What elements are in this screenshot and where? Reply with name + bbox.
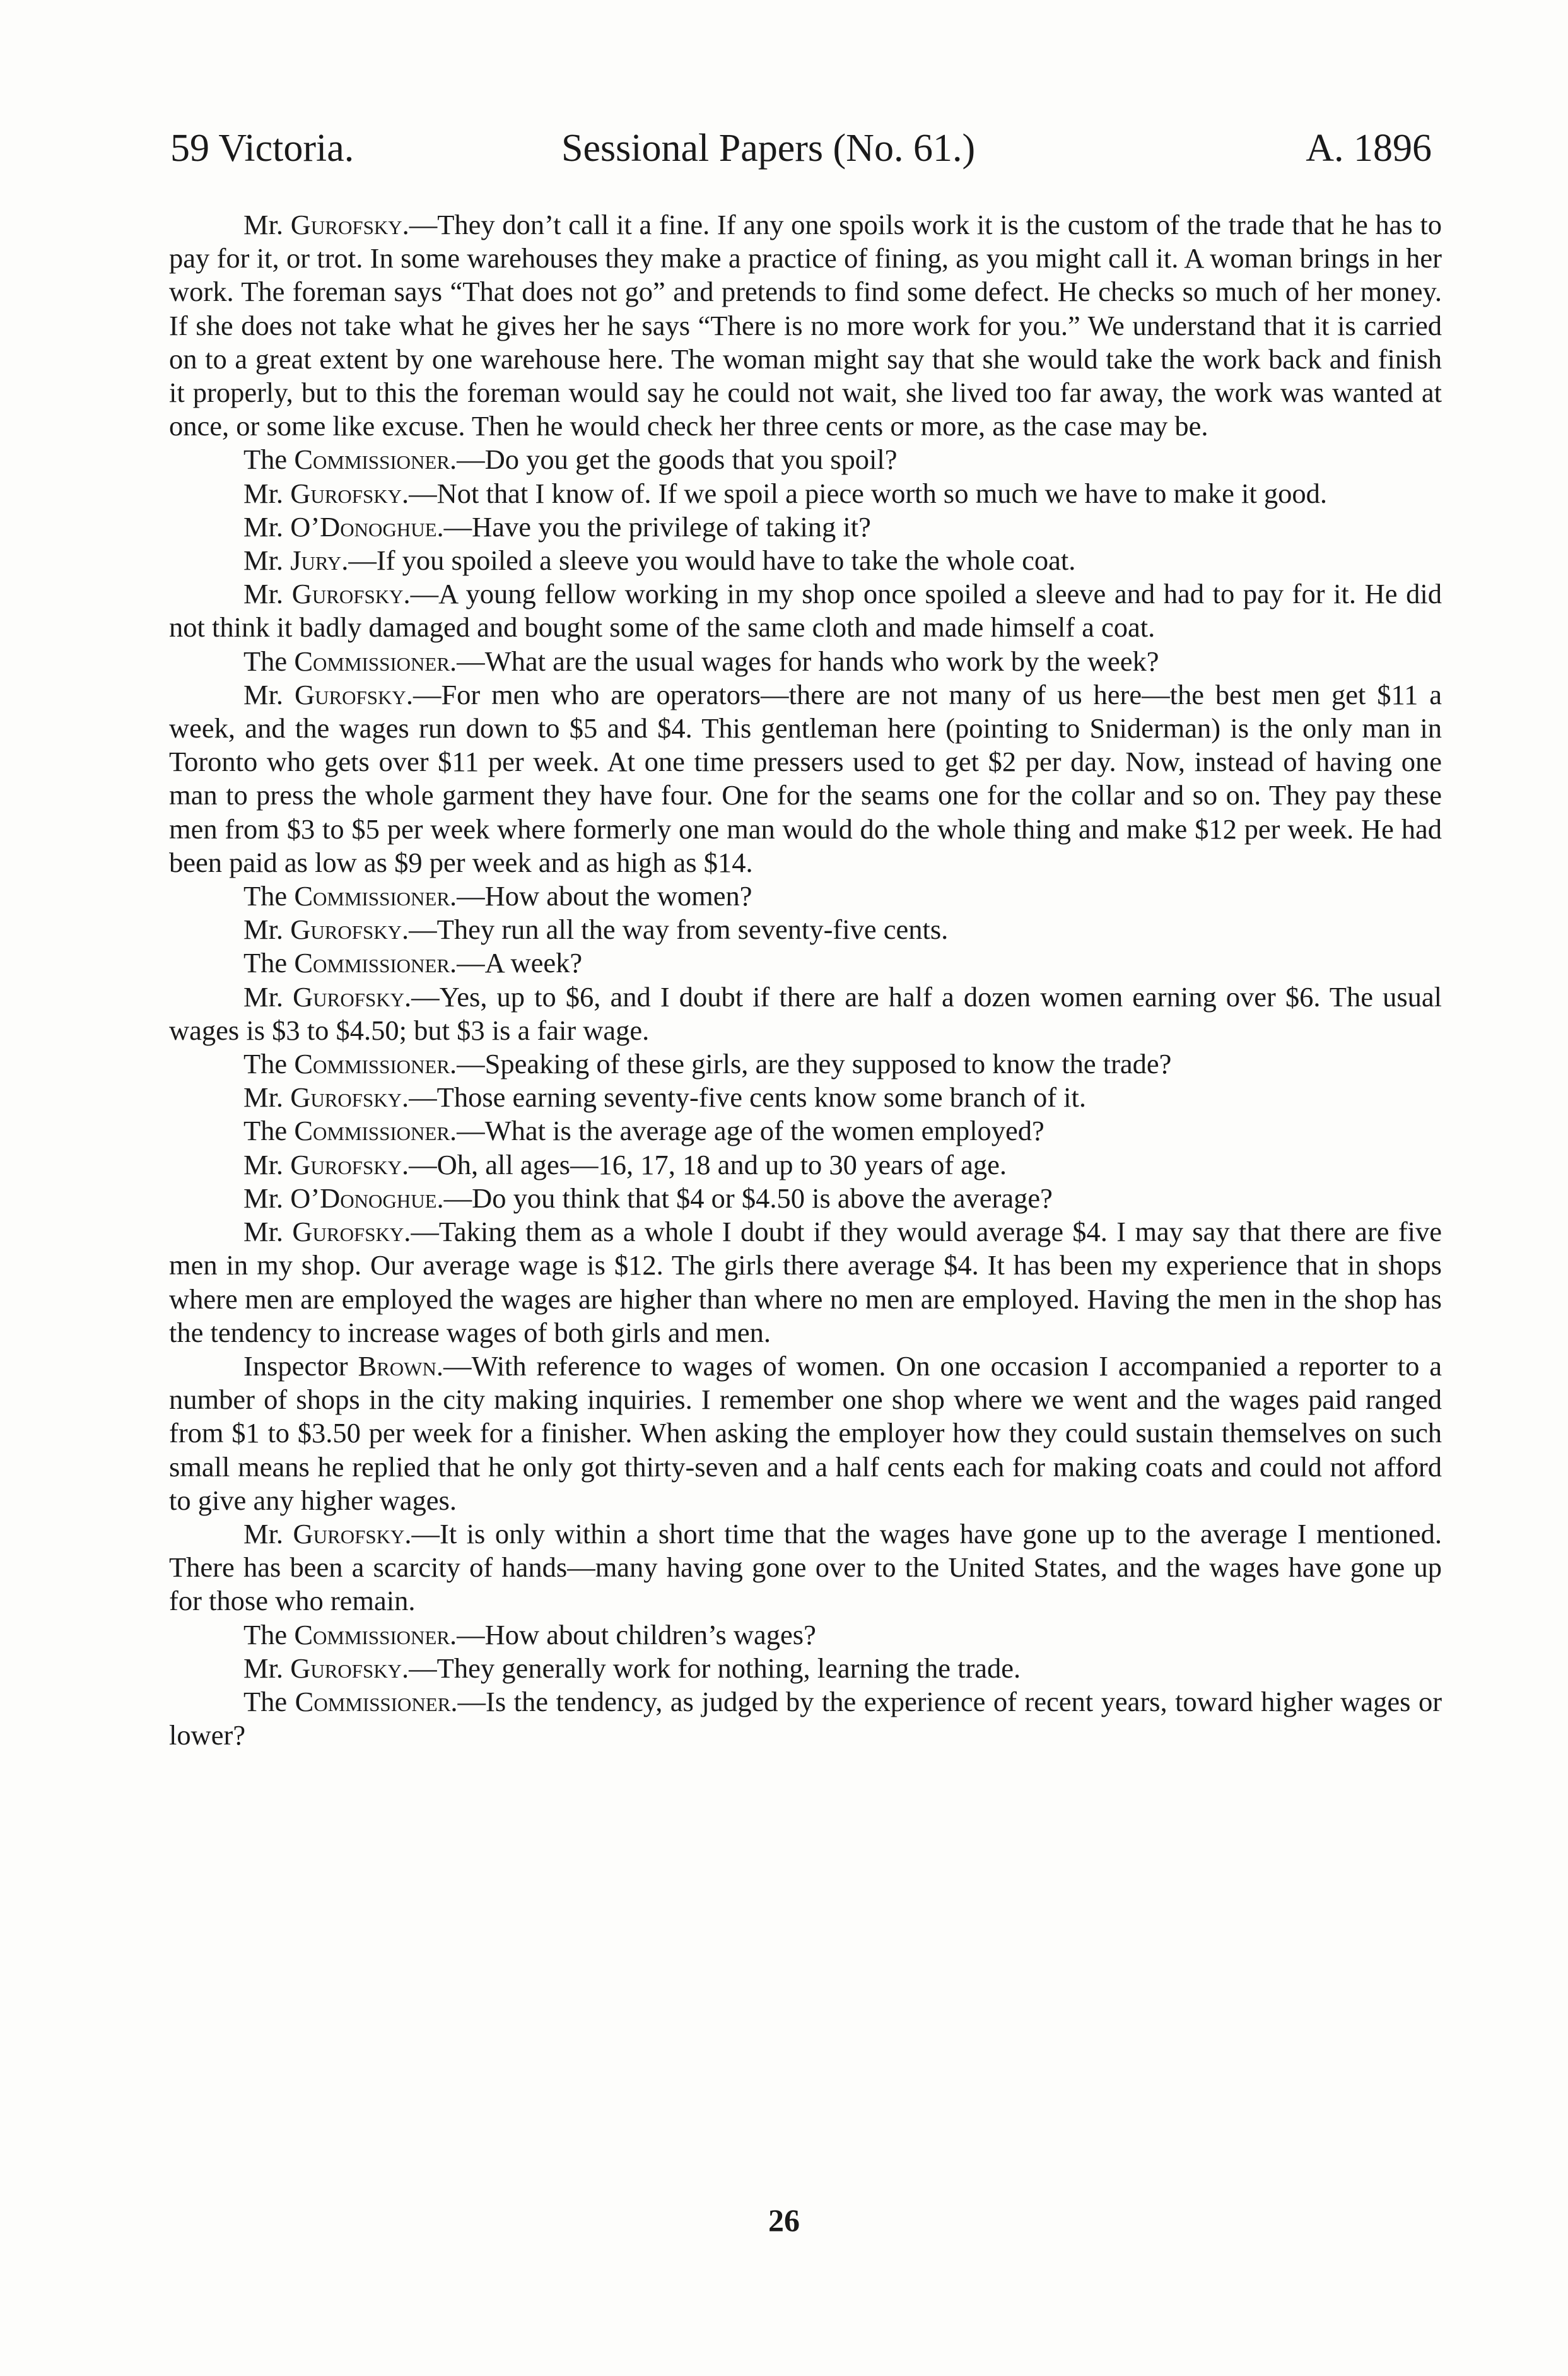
speaker-title: Mr. (243, 678, 284, 710)
speaker-title: The (243, 645, 288, 677)
header-year: A. 1896 (1306, 127, 1432, 170)
speaker-title: Mr. (243, 1148, 284, 1180)
statement-text: .—Is the tendency, as judged by the experience of recent years, toward higher wages or lower? (169, 1685, 1442, 1751)
speaker-name: Commissioner (294, 645, 450, 677)
statement-text: .—It is only within a short time that the wages have gone up to the average I mentioned. There has been a scarcity of hands—many having gone over to the United States, and the wages have gone up for those who remain. (169, 1517, 1442, 1617)
testimony-paragraph (169, 208, 1442, 443)
speaker-title: Inspector (243, 1350, 348, 1382)
speaker-title: Mr. (243, 578, 284, 610)
statement-text: .—What are the usual wages for hands who work by the week? (450, 645, 1159, 677)
speaker-title: Mr. (243, 544, 284, 577)
testimony-paragraph (169, 645, 1442, 678)
speaker-name: O’Donoghue (290, 1182, 437, 1214)
testimony-paragraph (169, 1618, 1442, 1652)
speaker-name: Commissioner (294, 1048, 450, 1080)
statement-text: .—If you spoiled a sleeve you would have to take the whole coat. (341, 544, 1076, 577)
speaker-title: The (243, 1115, 288, 1147)
speaker-title: Mr. (243, 914, 284, 946)
testimony-paragraph (169, 510, 1442, 544)
speaker-title: The (243, 444, 288, 476)
statement-text: .—Yes, up to $6, and I doubt if there are half a dozen women earning over $6. The usual wages is $3 to $4.50; but $3 is a fair wage. (169, 980, 1442, 1046)
speaker-title: Mr. (243, 477, 284, 509)
testimony-body (169, 208, 1442, 1752)
testimony-paragraph (169, 913, 1442, 946)
header-session: 59 Victoria. (170, 127, 354, 170)
statement-text: .—They don’t call it a fine. If any one spoils work it is the custom of the trade that he has to pay for it, or trot. In some warehouses they make a practice of fining, as you might call it. A woman brings in her work. The foreman says “That does not go” and pretends to find some defect. He checks so much of her money. If she does not take what he gives her he says “There is no more work for you.” We understand that it is carried on to a great extent by one warehouse here. The woman might say that she would take the work back and finish it properly, but to this the foreman would say he could not wait, she lived too far away, the work was wanted at once, or some like excuse. Then he would check her three cents or more, as the case may be. (169, 209, 1442, 442)
testimony-paragraph (169, 980, 1442, 1047)
testimony-paragraph (169, 1081, 1442, 1114)
speaker-name: Gurofsky (294, 678, 406, 710)
statement-text: .—Oh, all ages—16, 17, 18 and up to 30 years of age. (402, 1148, 1007, 1180)
testimony-paragraph (169, 1215, 1442, 1350)
speaker-name: Gurofsky (291, 578, 404, 610)
testimony-paragraph (169, 443, 1442, 476)
speaker-name: Gurofsky (290, 209, 402, 240)
testimony-paragraph (169, 678, 1442, 879)
speaker-name: Gurofsky (290, 1148, 402, 1180)
testimony-paragraph (169, 1685, 1442, 1752)
statement-text: .—Taking them as a whole I doubt if they would average $4. I may say that there are five men in my shop. Our average wage is $12. The girls there average $4. It has been my experience that in shops where men are employed the wages are higher than where no men are employed. Having the men in the shop has the tendency to increase wages of both girls and men. (169, 1216, 1442, 1348)
statement-text: .—Not that I know of. If we spoil a piece worth so much we have to make it good. (402, 477, 1327, 509)
speaker-name: Gurofsky (290, 477, 402, 509)
speaker-name: Gurofsky (293, 980, 404, 1013)
speaker-name: Commissioner (294, 880, 450, 912)
speaker-name: Commissioner (294, 444, 450, 476)
speaker-name: Gurofsky (290, 1652, 402, 1684)
speaker-name: Jury (290, 544, 342, 577)
statement-text: .—A week? (450, 947, 583, 979)
speaker-name: Gurofsky (290, 1081, 402, 1114)
speaker-name: Commissioner (294, 1115, 450, 1147)
testimony-paragraph (169, 544, 1442, 577)
speaker-title: Mr. (243, 1216, 284, 1248)
statement-text: .—Speaking of these girls, are they supposed to know the trade? (450, 1048, 1172, 1080)
speaker-title: Mr. (243, 209, 284, 240)
speaker-name: Gurofsky (292, 1216, 404, 1248)
speaker-title: The (243, 947, 288, 979)
testimony-paragraph (169, 879, 1442, 913)
page-number: 26 (768, 2203, 800, 2238)
speaker-name: Gurofsky (290, 914, 402, 946)
speaker-title: Mr. (243, 980, 284, 1013)
speaker-title: Mr. (243, 1652, 284, 1684)
statement-text: .—With reference to wages of women. On one occasion I accompanied a reporter to a number of shops in the city making inquiries. I remember one shop where we went and the wages paid ranged from $1 to $3.50 per week for a finisher. When asking the employer how they could sustain themselves on such small means he replied that he only got thirty-seven and a half cents each for making coats and could not afford to give any higher wages. (169, 1350, 1442, 1516)
speaker-name: Commissioner (295, 1685, 451, 1717)
statement-text: .—A young fellow working in my shop once spoiled a sleeve and had to pay for it. He did not think it badly damaged and bought some of the same cloth and made himself a coat. (169, 578, 1442, 644)
testimony-paragraph (169, 1047, 1442, 1081)
speaker-name: O’Donoghue (290, 510, 437, 543)
testimony-paragraph (169, 1148, 1442, 1182)
page-header (170, 120, 1432, 177)
statement-text: .—Have you the privilege of taking it? (436, 510, 871, 543)
statement-text: .—Do you get the goods that you spoil? (450, 444, 898, 476)
speaker-title: Mr. (243, 1517, 284, 1550)
testimony-paragraph (169, 1114, 1442, 1148)
speaker-title: The (243, 1048, 288, 1080)
speaker-name: Brown (358, 1350, 436, 1382)
statement-text: .—They generally work for nothing, learning the trade. (402, 1652, 1021, 1684)
statement-text: .—How about the women? (450, 880, 752, 912)
statement-text: .—Those earning seventy-five cents know some branch of it. (402, 1081, 1087, 1114)
testimony-paragraph (169, 1350, 1442, 1517)
speaker-name: Commissioner (294, 1618, 450, 1650)
testimony-paragraph (169, 477, 1442, 510)
speaker-title: Mr. (243, 510, 284, 543)
statement-text: .—What is the average age of the women employed? (450, 1115, 1044, 1147)
speaker-title: The (243, 1685, 288, 1717)
testimony-paragraph (169, 1517, 1442, 1618)
testimony-paragraph (169, 1182, 1442, 1215)
statement-text: .—Do you think that $4 or $4.50 is above the average? (436, 1182, 1053, 1214)
speaker-title: Mr. (243, 1182, 284, 1214)
testimony-paragraph (169, 577, 1442, 644)
speaker-title: The (243, 1618, 288, 1650)
header-publication: Sessional Papers (No. 61.) (561, 127, 976, 170)
statement-text: .—For men who are operators—there are not many of us here—the best men get $11 a week, and the wages run down to $5 and $4. This gentleman here (pointing to Sniderman) is the only man in Toronto who gets over $11 per week. At one time pressers used to get $2 per day. Now, instead of having one man to press the whole garment they have four. One for the seams one for the collar and so on. They pay these men from $3 to $5 per week where formerly one man would do the whole thing and make $12 per week. He had been paid as low as $9 per week and as high as $14. (169, 678, 1442, 878)
testimony-paragraph (169, 1652, 1442, 1685)
speaker-title: Mr. (243, 1081, 284, 1114)
speaker-name: Commissioner (294, 947, 450, 979)
speaker-title: The (243, 880, 288, 912)
speaker-name: Gurofsky (293, 1517, 405, 1550)
statement-text: .—How about children’s wages? (450, 1618, 816, 1650)
testimony-paragraph (169, 946, 1442, 980)
statement-text: .—They run all the way from seventy-five cents. (402, 914, 949, 946)
